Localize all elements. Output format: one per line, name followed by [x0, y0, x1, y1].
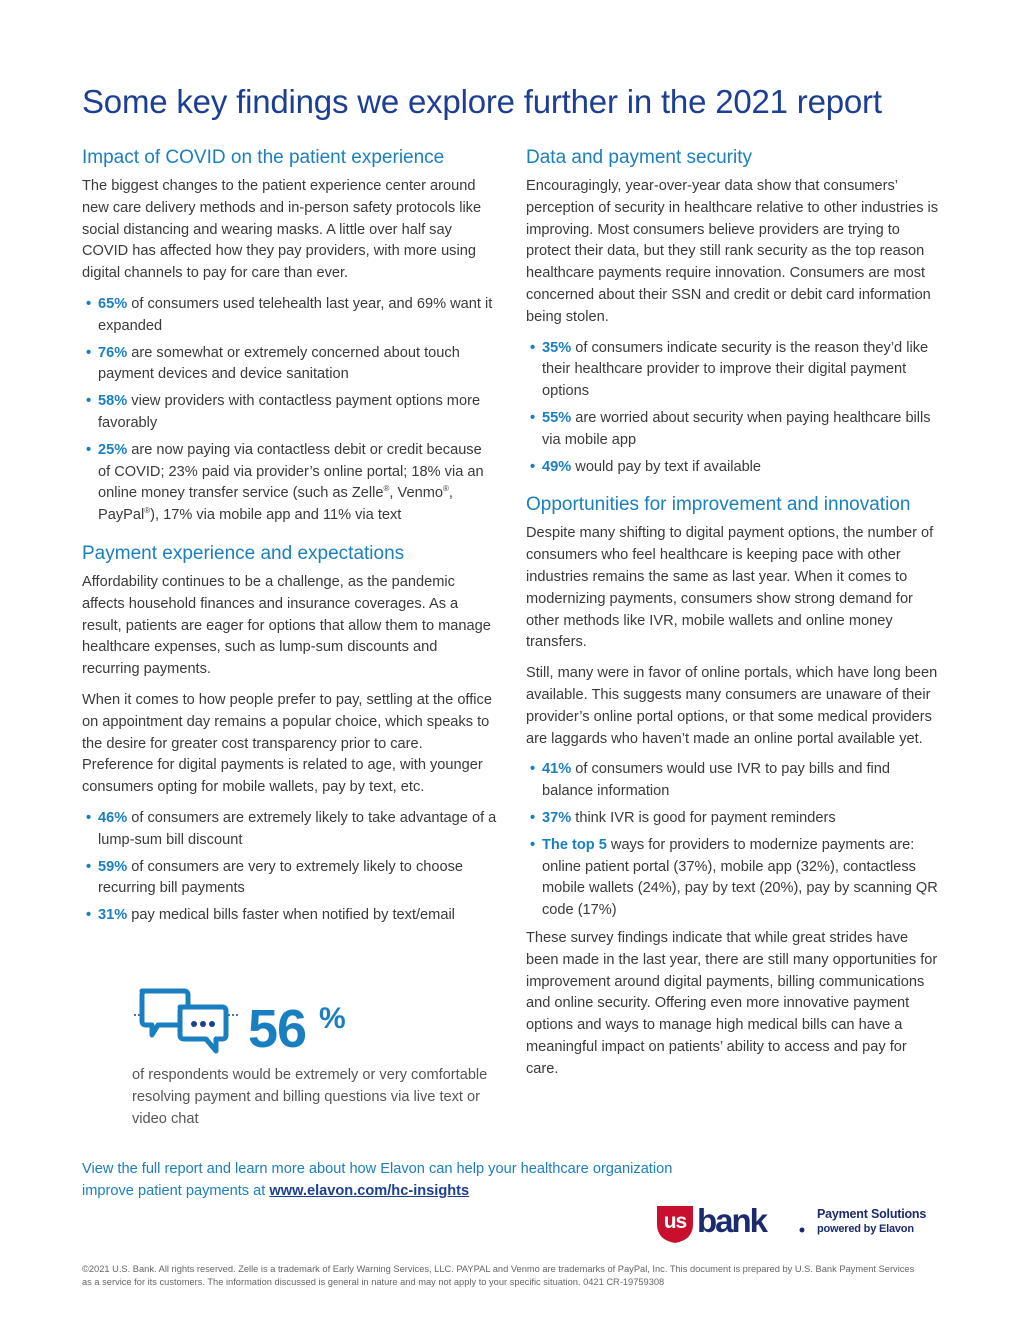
registered-mark: ®: [383, 484, 390, 494]
stat-text: are now paying via contactless debit or credit because of COVID; 23% paid via provider’s online portal; 18% via an online money transfer service (such as Zelle: [98, 441, 484, 502]
stat-text: , Venmo: [389, 485, 443, 502]
security-section: [526, 145, 941, 478]
stat-value: 55%: [542, 409, 572, 426]
bullet-dot: •: [530, 409, 536, 426]
list-item: [526, 759, 941, 803]
usbank-logo: [655, 1202, 945, 1246]
callout-number: 56: [248, 999, 307, 1059]
opportunities-paragraph-2: Still, many were in favor of online portals, which have long been available. This suggests many consumers are unaware of their provider’s online portal options, or that some medical providers are laggards who haven’t made an online portal available yet.: [526, 665, 938, 747]
page-title: Some key findings we explore further in the 2021 report: [82, 83, 882, 120]
stat-value: 58%: [98, 393, 128, 410]
list-item: [82, 294, 497, 338]
stat-value: 25%: [98, 441, 128, 458]
covid-section: [82, 145, 497, 527]
payment-bullets: [82, 808, 497, 927]
registered-mark: ®: [442, 484, 449, 494]
stat-text: of consumers are very to extremely likely to choose recurring bill payments: [98, 858, 464, 897]
payment-heading: Payment experience and expectations: [82, 542, 405, 564]
logo-tagline-2: powered by Elavon: [817, 1223, 914, 1235]
bullet-dot: •: [86, 393, 92, 410]
stat-text: ways for providers to modernize payments are: online patient portal (37%), mobile app (32%), contactless mobile wallets (24%), pay by text (20%), pay by scanning QR code (17%): [542, 836, 938, 919]
left-column: [82, 145, 497, 933]
stat-text: are worried about security when paying healthcare bills via mobile app: [542, 409, 931, 448]
chat-bubbles-icon: [132, 985, 242, 1065]
logo-tagline-1: Payment Solutions: [817, 1207, 927, 1221]
list-item: [526, 835, 941, 922]
stat-value: 76%: [98, 344, 128, 361]
stat-text: of consumers are extremely likely to take advantage of a lump-sum bill discount: [98, 809, 497, 848]
stat-value: 35%: [542, 339, 572, 356]
security-heading: Data and payment security: [526, 147, 753, 168]
bullet-dot: •: [530, 809, 536, 826]
registered-mark: ®: [144, 506, 151, 516]
stat-value: 59%: [98, 858, 128, 875]
right-column: [526, 145, 941, 1089]
callout-caption: of respondents would be extremely or very comfortable resolving payment and billing questions via live text or video chat: [132, 1067, 488, 1127]
stat-text: think IVR is good for payment reminders: [571, 809, 836, 826]
bullet-dot: •: [530, 339, 536, 356]
legal-disclaimer: ©2021 U.S. Bank. All rights reserved. Zelle is a trademark of Early Warning Services, LLC. PAYPAL and Venmo are trademarks of PayPal, Inc. This document is prepared by U.S. Bank Payment Services as a service for its customers. The information discussed is general in nature and may not apply to your specific situation. 0421 CR-19759308: [82, 1264, 915, 1287]
bullet-dot: •: [530, 836, 536, 853]
list-item: [526, 457, 941, 479]
cta-text: View the full report and learn more about how Elavon can help your healthcare organization improve patient payments at: [82, 1161, 673, 1199]
stat-value: 65%: [98, 295, 128, 312]
bullet-dot: •: [530, 761, 536, 778]
callout-percent: %: [319, 1002, 346, 1035]
report-link[interactable]: www.elavon.com/hc-insights: [269, 1182, 470, 1199]
stat-text: would pay by text if available: [571, 458, 762, 475]
list-item: [82, 391, 497, 435]
bullet-dot: •: [86, 907, 92, 924]
stat-text: , PayPal: [98, 485, 453, 524]
bullet-dot: •: [86, 344, 92, 361]
covid-heading: Impact of COVID on the patient experience: [82, 147, 445, 168]
list-item: [526, 338, 941, 403]
stat-callout: [132, 985, 492, 1135]
list-item: [82, 440, 497, 527]
stat-text: view providers with contactless payment options more favorably: [98, 393, 481, 431]
stat-text: are somewhat or extremely concerned about touch payment devices and device sanitation: [98, 344, 460, 383]
logo-bank-text: bank: [697, 1202, 767, 1239]
stat-value: 41%: [542, 761, 572, 778]
stat-text: of consumers would use IVR to pay bills and find balance information: [542, 761, 891, 800]
bullet-dot: •: [530, 458, 536, 475]
stat-text: ), 17% via mobile app and 11% via text: [150, 507, 402, 524]
stat-value: 31%: [98, 907, 128, 924]
security-paragraph: Encouragingly, year-over-year data show that consumers’ perception of security in healthcare relative to other industries is improving. Most consumers believe providers are trying to protect their data, but they still rank security as the top reason healthcare payments require innovation. Consumers are most concerned about their SSN and credit or debit card information being stolen.: [526, 178, 939, 325]
list-item: [526, 408, 941, 452]
list-item: [82, 905, 497, 927]
covid-paragraph: The biggest changes to the patient experience center around new care delivery methods and in-person safety protocols like social distancing and wearing masks. A little over half say COVID has affected how they pay providers, with more using digital channels to pay for care than ever.: [82, 178, 482, 282]
list-item: [82, 343, 497, 387]
payment-paragraph-1: Affordability continues to be a challenge, as the pandemic affects household finances and insurance coverages. As a result, patients are eager for options that allow them to manage healthcare expenses, such as lump-sum discounts and recurring payments.: [82, 573, 491, 678]
stat-value: The top 5: [542, 836, 607, 853]
opportunities-bullets: [526, 759, 941, 922]
bullet-dot: •: [86, 295, 92, 312]
opportunities-paragraph-1: Despite many shifting to digital payment options, the number of consumers who feel healthcare is keeping pace with other industries remains the same as last year. When it comes to modernizing payments, consumers show strong demand for other methods like IVR, mobile wallets and online money transfers.: [526, 525, 934, 651]
list-item: [526, 808, 941, 830]
bullet-dot: •: [86, 809, 92, 826]
opportunities-paragraph-3: These survey findings indicate that while great strides have been made in the last year, there are still many opportunities for improvement around digital payments, billing communications and online security. Offering even more innovative payment options and ways to manage high medical bills can have a meaningful impact on patients’ ability to access and pay for care.: [526, 929, 938, 1077]
bullet-dot: •: [86, 858, 92, 875]
payment-section: [82, 541, 497, 927]
usbank-logo-mark: [655, 1202, 807, 1244]
stat-text: pay medical bills faster when notified by text/email: [127, 907, 455, 924]
list-item: [82, 857, 497, 901]
stat-text: of consumers used telehealth last year, and 69% want it expanded: [98, 295, 493, 334]
list-item: [82, 808, 497, 852]
stat-value: 37%: [542, 809, 572, 826]
covid-bullets: [82, 294, 497, 527]
logo-us-text: us: [663, 1210, 687, 1233]
opportunities-heading: Opportunities for improvement and innovation: [526, 494, 911, 516]
stat-text: of consumers indicate security is the reason they’d like their healthcare provider to improve their digital payment options: [542, 339, 929, 400]
stat-value: 46%: [98, 809, 128, 826]
security-bullets: [526, 338, 941, 479]
payment-paragraph-2: When it comes to how people prefer to pay, settling at the office on appointment day remains a popular choice, which speaks to the desire for greater cost transparency prior to care. Preference for digital payments is related to age, with younger consumers opting for mobile wallets, pay by text, etc.: [82, 691, 492, 796]
call-to-action: [82, 1159, 682, 1203]
bullet-dot: •: [86, 441, 92, 458]
stat-value: 49%: [542, 458, 572, 475]
opportunities-section: [526, 492, 941, 1080]
